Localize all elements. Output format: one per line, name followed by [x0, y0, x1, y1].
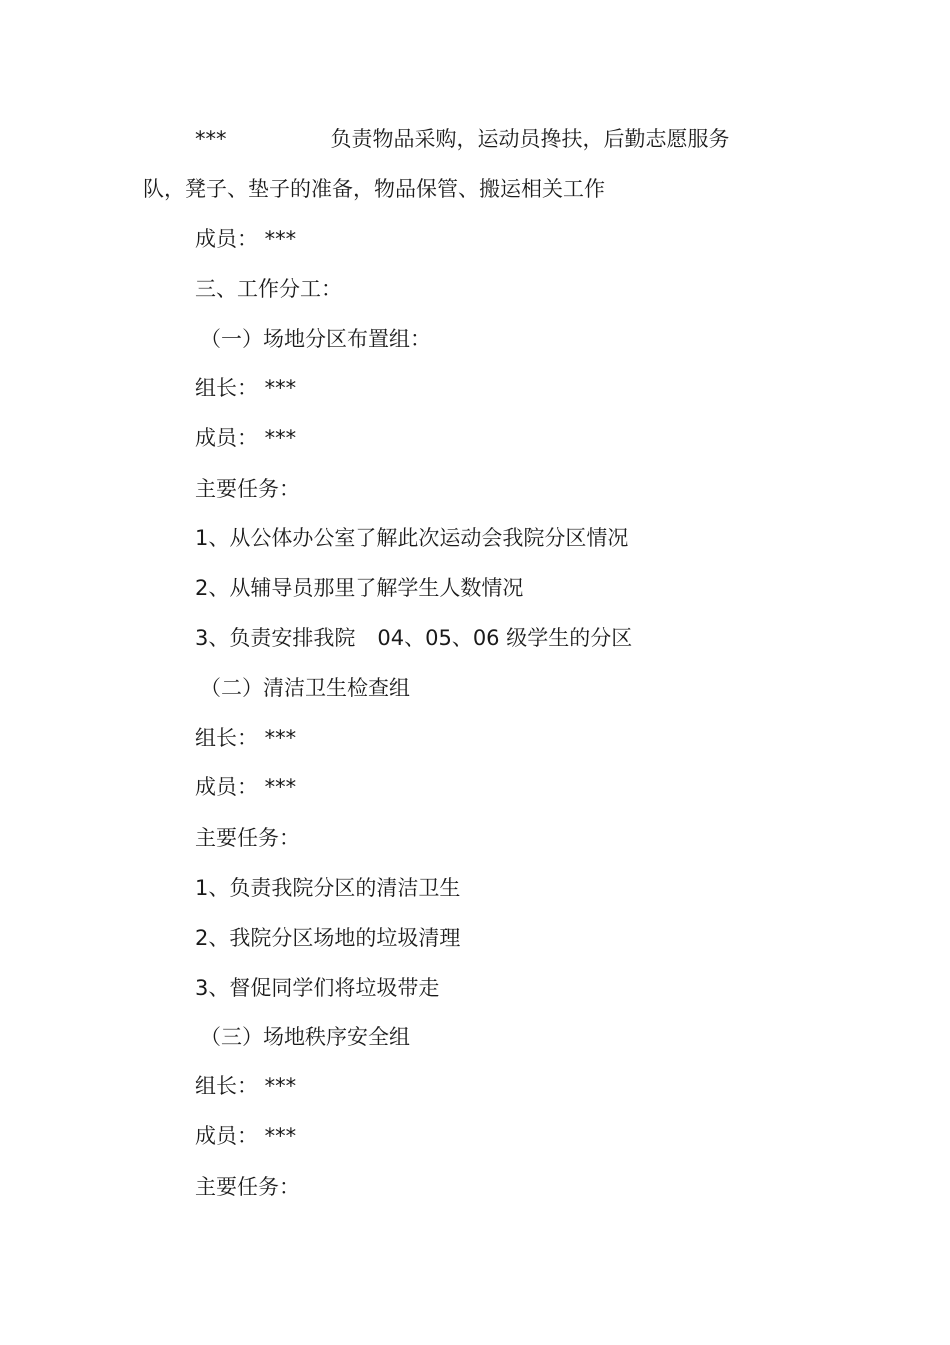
group-heading-venue-layout: （一）场地分区布置组：	[200, 327, 431, 351]
section-heading-division: 三、工作分工：	[195, 277, 342, 301]
redacted-name: ***	[195, 127, 227, 151]
members-line: 成员： ***	[195, 1124, 297, 1148]
task-item: 1、从公体办公室了解此次运动会我院分区情况	[195, 526, 629, 550]
paragraph-logistics-duties	[195, 124, 730, 154]
group-heading-cleaning: （二）清洁卫生检查组	[200, 676, 410, 700]
task-item-grades: 04、05、06 级学生的分区	[377, 626, 633, 650]
task-item: 2、从辅导员那里了解学生人数情况	[195, 576, 524, 600]
leader-line: 组长： ***	[195, 376, 297, 400]
members-line: 成员： ***	[195, 227, 297, 251]
paragraph-logistics-duties-cont: 队，凳子、垫子的准备，物品保管、搬运相关工作	[143, 177, 605, 201]
task-item: 2、我院分区场地的垃圾清理	[195, 926, 461, 950]
duties-text: 负责物品采购，运动员搀扶，后勤志愿服务	[330, 127, 730, 151]
tasks-heading: 主要任务：	[195, 1175, 300, 1199]
members-line: 成员： ***	[195, 775, 297, 799]
task-item: 1、负责我院分区的清洁卫生	[195, 876, 461, 900]
leader-line: 组长： ***	[195, 726, 297, 750]
leader-line: 组长： ***	[195, 1074, 297, 1098]
members-line: 成员： ***	[195, 426, 297, 450]
task-item	[195, 623, 632, 653]
group-heading-order-safety: （三）场地秩序安全组	[200, 1025, 410, 1049]
tasks-heading: 主要任务：	[195, 477, 300, 501]
task-item: 3、督促同学们将垃圾带走	[195, 976, 440, 1000]
tasks-heading: 主要任务：	[195, 826, 300, 850]
task-item-text: 3、负责安排我院	[195, 626, 356, 650]
